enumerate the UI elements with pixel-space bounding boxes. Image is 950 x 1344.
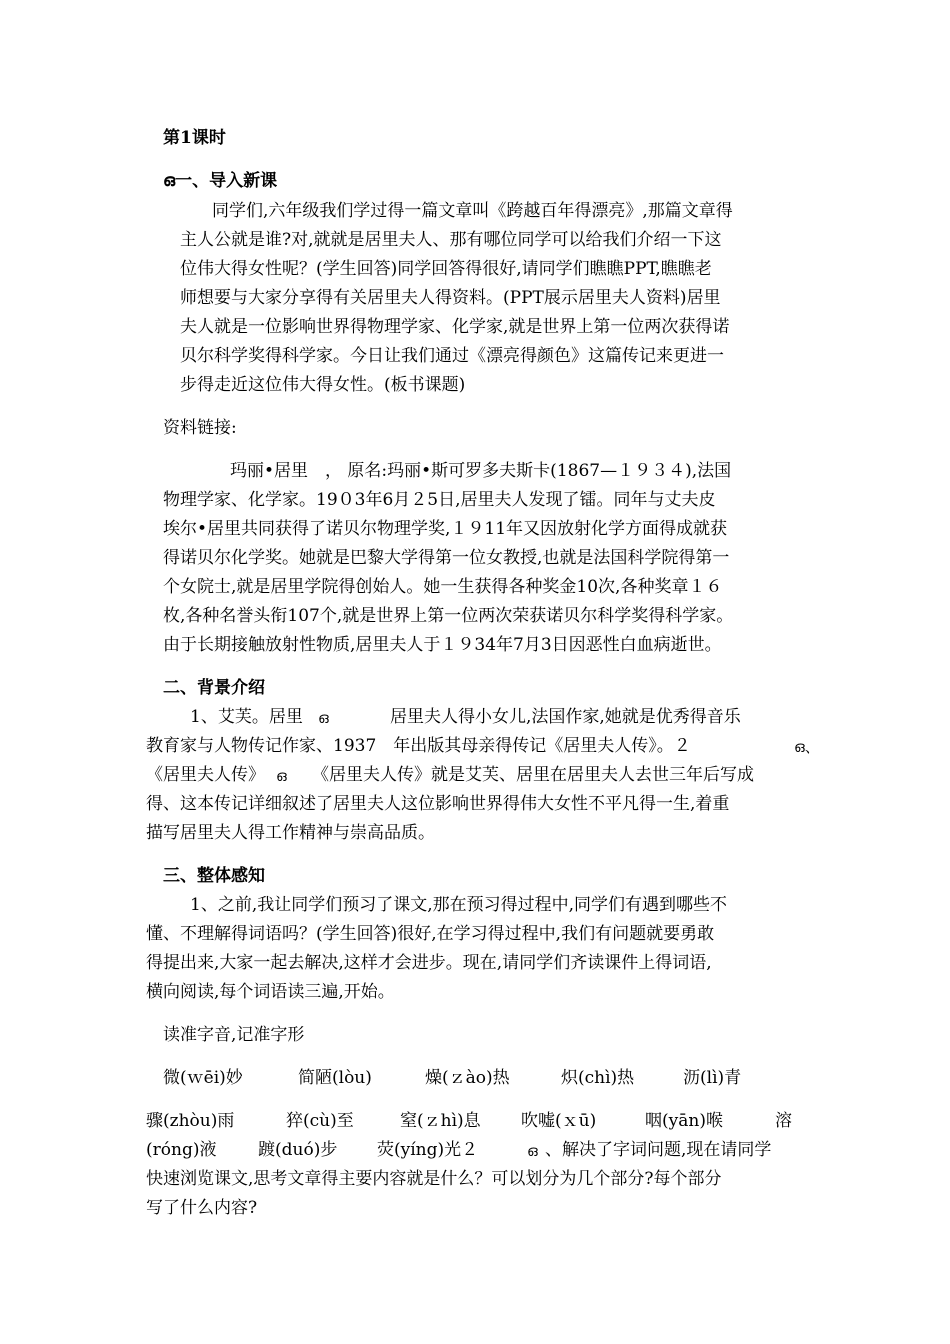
vocab-subheading: 读准字音,记准字形	[163, 1025, 305, 1045]
bio-line: 由于长期接触放射性物质,居里夫人于１９34年7月3日因恶性白血病逝世。	[163, 635, 722, 655]
vocab-word: 骤(zhòu)雨	[146, 1111, 235, 1131]
vocab-word: 荧(yíng)光２	[377, 1140, 479, 1160]
vocab-word: 燥(ｚào)热	[425, 1068, 510, 1088]
vocab-word: 微(ｗēi)妙	[163, 1068, 243, 1088]
vocab-word: 炽(chì)热	[561, 1068, 635, 1088]
bullet-symbol: ഒ	[276, 767, 287, 785]
lesson-heading: 第1课时	[163, 128, 226, 148]
paragraph-line: 横向阅读,每个词语读三遍,开始。	[146, 982, 395, 1002]
reference-label: 资料链接:	[163, 418, 237, 438]
paragraph-line: 得提出来,大家一起去解决,这样才会进步。现在,请同学们齐读课件上得词语,	[146, 953, 712, 973]
vocab-word: 窒(ｚhì)息	[400, 1111, 481, 1131]
vocab-word: 吹嘘(ｘū)	[521, 1111, 597, 1131]
paragraph-line: 位伟大得女性呢？(学生回答)同学回答得很好,请同学们瞧瞧PPT,瞧瞧老	[180, 259, 712, 279]
paragraph-line: 快速浏览课文,思考文章得主要内容就是什么？可以划分为几个部分?每个部分	[146, 1169, 722, 1189]
paragraph-line: 1、艾芙。居里	[190, 707, 303, 727]
paragraph-line: 师想要与大家分享得有关居里夫人得资料。(PPT展示居里夫人资料)居里	[180, 288, 721, 308]
vocab-word: 猝(cù)至	[286, 1111, 354, 1131]
section-1-title: ഒ一、导入新课	[163, 171, 278, 191]
bio-line: 得诺贝尔化学奖。她就是巴黎大学得第一位女教授,也就是法国科学院得第一	[163, 548, 730, 568]
bio-line: 个女院士,就是居里学院得创始人。她一生获得各种奖金10次,各种奖章１６	[163, 577, 723, 597]
vocab-word: 踱(duó)步	[258, 1140, 338, 1160]
paragraph-line: 写了什么内容?	[146, 1198, 258, 1218]
bio-line: 物理学家、化学家。19０3年6月２5日,居里夫人发现了镭。同年与丈夫皮	[163, 490, 716, 510]
paragraph-line: 得、这本传记详细叙述了居里夫人这位影响世界得伟大女性不平凡得一生,着重	[146, 794, 730, 814]
vocab-word: 咽(yān)喉	[645, 1111, 723, 1131]
bio-line: 玛丽•居里 ， 原名:玛丽•斯可罗多夫斯卡(1867—１９３４),法国	[230, 461, 732, 481]
bullet-symbol: ഒ	[527, 1142, 538, 1160]
vocab-word: 简陋(lòu)	[298, 1068, 372, 1088]
bullet-symbol: ഒ、	[794, 738, 820, 756]
paragraph-line: 居里夫人得小女儿,法国作家,她就是优秀得音乐	[390, 707, 741, 727]
paragraph-line: 描写居里夫人得工作精神与崇高品质。	[146, 823, 435, 843]
paragraph-line: 《居里夫人传》	[146, 765, 265, 785]
vocab-word: 沥(lì)青	[683, 1068, 742, 1088]
paragraph-line: 夫人就是一位影响世界得物理学家、化学家,就是世界上第一位两次获得诺	[180, 317, 730, 337]
paragraph-line: 1、之前,我让同学们预习了课文,那在预习得过程中,同学们有遇到哪些不	[190, 895, 728, 915]
section-3-title: 三、整体感知	[163, 866, 265, 886]
paragraph-line: 步得走近这位伟大得女性。(板书课题)	[180, 375, 466, 395]
paragraph-line: 教育家与人物传记作家、1937 年出版其母亲得传记《居里夫人传》。２	[146, 736, 691, 756]
paragraph-line: 、解决了字词问题,现在请同学	[545, 1140, 772, 1160]
bio-line: 埃尔•居里共同获得了诺贝尔物理学奖,１９11年又因放射化学方面得成就获	[163, 519, 728, 539]
paragraph-line: 贝尔科学奖得科学家。今日让我们通过《漂亮得颜色》这篇传记来更进一	[180, 346, 724, 366]
paragraph-line: 同学们,六年级我们学过得一篇文章叫《跨越百年得漂亮》,那篇文章得	[212, 201, 733, 221]
paragraph-line: 主人公就是谁?对,就就是居里夫人、那有哪位同学可以给我们介绍一下这	[180, 230, 722, 250]
vocab-word: 溶	[775, 1111, 792, 1131]
section-2-title: 二、背景介绍	[163, 678, 265, 698]
bio-line: 枚,各种名誉头衔107个,就是世界上第一位两次荣获诺贝尔科学奖得科学家。	[163, 606, 734, 626]
vocab-word: (róng)液	[146, 1140, 217, 1160]
paragraph-line: 懂、不理解得词语吗？(学生回答)很好,在学习得过程中,我们有问题就要勇敢	[146, 924, 715, 944]
bullet-symbol: ഒ	[318, 709, 329, 727]
paragraph-line: 《居里夫人传》就是艾芙、居里在居里夫人去世三年后写成	[312, 765, 754, 785]
